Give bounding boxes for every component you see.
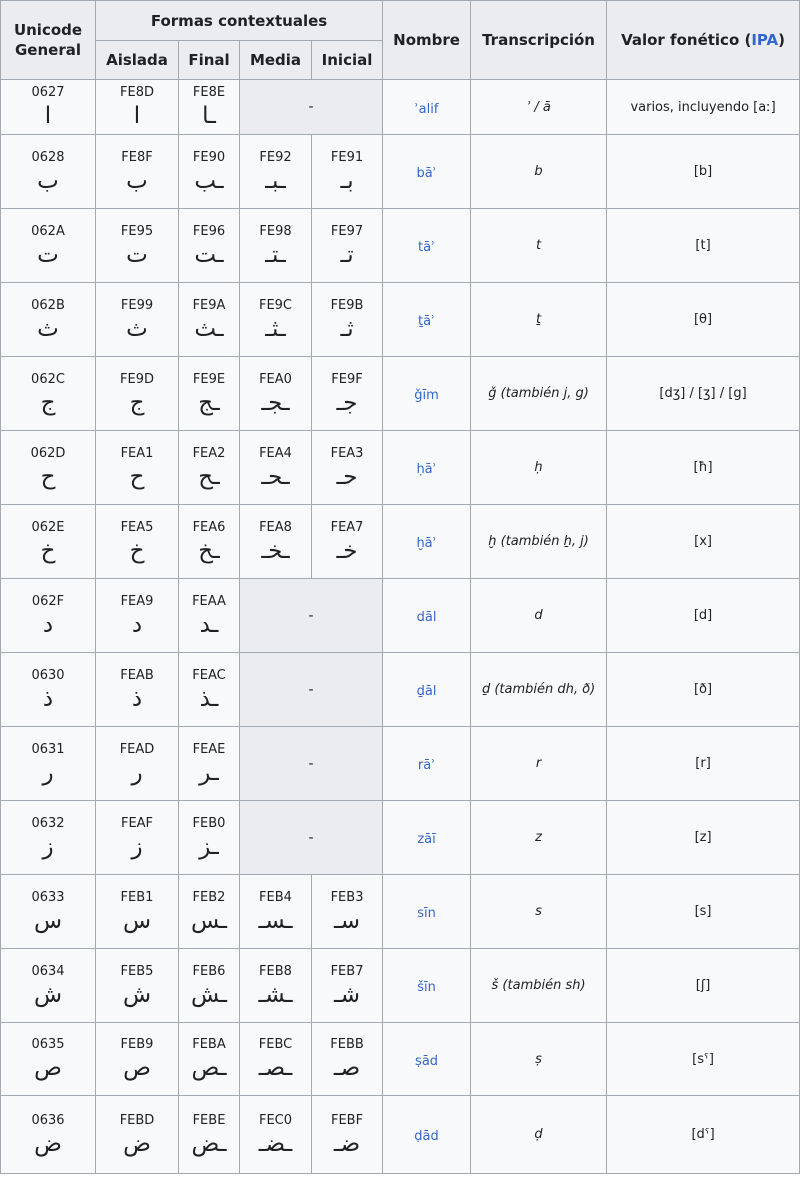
final-glyph: ـج	[198, 389, 220, 416]
letter-name-link[interactable]: ʾalif	[414, 101, 439, 117]
isolated-form-cell	[96, 727, 179, 801]
unicode-code: 0630	[31, 667, 65, 683]
medial-form-cell	[240, 135, 312, 209]
ipa-value-cell: [s]	[607, 875, 800, 949]
unicode-cell	[1, 135, 96, 209]
header-final: Final	[179, 41, 240, 80]
final-form-cell	[179, 653, 240, 727]
initial-code: FEB3	[330, 889, 364, 905]
final-form-cell	[179, 505, 240, 579]
isolated-form-cell	[96, 209, 179, 283]
final-code: FEBA	[192, 1037, 226, 1052]
initial-form-cell	[312, 209, 383, 283]
unicode-code: 0631	[31, 741, 65, 757]
ipa-value-cell: [r]	[607, 727, 800, 801]
letter-glyph: ا	[44, 103, 52, 129]
letter-glyph: ب	[37, 167, 59, 194]
final-code: FE8E	[192, 85, 226, 100]
transliteration-cell: š (también sh)	[471, 949, 607, 1023]
medial-code: FEA0	[259, 371, 292, 387]
medial-glyph: ـجـ	[261, 389, 290, 416]
header-valor-prefix: Valor fonético (	[621, 31, 752, 49]
transliteration-cell: ṣ	[471, 1023, 607, 1096]
final-code: FEB6	[192, 963, 226, 979]
letter-glyph: ش	[33, 981, 63, 1008]
initial-glyph: ثـ	[340, 315, 354, 342]
transliteration-cell: ḥ	[471, 431, 607, 505]
ipa-value-cell: [ð]	[607, 653, 800, 727]
medial-form-cell	[240, 431, 312, 505]
final-code: FEB2	[192, 889, 226, 905]
isolated-glyph: ش	[122, 981, 152, 1008]
final-code: FE90	[192, 149, 226, 165]
letter-glyph: ص	[34, 1055, 62, 1081]
isolated-glyph: ض	[123, 1130, 151, 1157]
initial-form-cell	[312, 875, 383, 949]
final-code: FE96	[192, 223, 226, 239]
letter-glyph: ز	[42, 833, 54, 860]
isolated-code: FEA1	[120, 445, 154, 461]
initial-glyph: بـ	[340, 167, 354, 194]
unicode-code: 062C	[31, 371, 65, 387]
header-nombre: Nombre	[383, 1, 471, 80]
unicode-cell	[1, 653, 96, 727]
isolated-form-cell	[96, 653, 179, 727]
final-code: FEBE	[192, 1112, 226, 1128]
table-row	[1, 1023, 800, 1096]
table-row	[1, 505, 800, 579]
table-row	[1, 801, 800, 875]
final-glyph: ـت	[194, 241, 224, 268]
unicode-code: 062D	[30, 445, 66, 461]
medial-code: FEA4	[259, 445, 292, 461]
unicode-code: 0636	[31, 1112, 65, 1128]
unicode-code: 062F	[31, 593, 65, 609]
medial-glyph: ـضـ	[258, 1130, 293, 1157]
final-code: FE9A	[192, 297, 226, 313]
initial-form-cell	[312, 505, 383, 579]
initial-code: FEA7	[330, 519, 364, 535]
transliteration-cell: r	[471, 727, 607, 801]
letter-glyph: ث	[37, 315, 59, 342]
unicode-cell	[1, 875, 96, 949]
letter-name-link[interactable]: rāʾ	[417, 758, 436, 773]
letter-glyph: ج	[40, 389, 56, 416]
final-form-cell	[179, 431, 240, 505]
letter-name-cell	[383, 135, 471, 209]
letter-glyph: خ	[40, 537, 56, 564]
final-glyph: ـس	[190, 907, 228, 934]
isolated-glyph: ص	[123, 1055, 151, 1081]
header-media: Media	[240, 41, 312, 80]
table-row	[1, 431, 800, 505]
unicode-cell	[1, 1023, 96, 1096]
letter-name-link[interactable]: ḍād	[414, 1129, 439, 1144]
letter-name-cell	[383, 579, 471, 653]
letter-name-cell	[383, 431, 471, 505]
final-code: FEAC	[192, 667, 226, 683]
final-form-cell	[179, 579, 240, 653]
letter-name-cell	[383, 1096, 471, 1174]
medial-code: FEBC	[258, 1037, 293, 1052]
unicode-code: 0633	[31, 889, 65, 905]
medial-glyph: ـحـ	[261, 463, 290, 490]
transliteration-cell: ṯ	[471, 283, 607, 357]
transliteration-cell: ǧ (también j, g)	[471, 357, 607, 431]
isolated-code: FE99	[120, 297, 154, 313]
isolated-glyph: س	[122, 907, 152, 934]
initial-code: FE91	[330, 149, 364, 165]
medial-form-cell	[240, 283, 312, 357]
final-form-cell	[179, 875, 240, 949]
initial-glyph: تـ	[340, 241, 354, 268]
initial-form-cell	[312, 135, 383, 209]
ipa-value-cell: [ʃ]	[607, 949, 800, 1023]
final-glyph: ـخ	[198, 537, 220, 564]
letter-name-link[interactable]: tāʾ	[418, 240, 436, 255]
letter-name-cell	[383, 801, 471, 875]
initial-form-cell	[312, 357, 383, 431]
unicode-code: 062A	[31, 223, 65, 239]
ipa-value-cell: [sˤ]	[607, 1023, 800, 1096]
medial-form-cell	[240, 1023, 312, 1096]
no-connecting-forms: -	[240, 727, 383, 801]
initial-glyph: سـ	[334, 907, 361, 934]
final-code: FEAE	[192, 741, 226, 757]
isolated-glyph: ج	[129, 389, 145, 416]
final-form-cell	[179, 949, 240, 1023]
unicode-cell	[1, 579, 96, 653]
isolated-form-cell	[96, 949, 179, 1023]
medial-glyph: ـبـ	[265, 167, 286, 194]
unicode-code: 062E	[31, 519, 65, 535]
medial-glyph: ـصـ	[258, 1055, 293, 1081]
unicode-code: 0628	[31, 149, 65, 165]
final-code: FE9E	[192, 371, 226, 387]
header-valor-fonetico	[607, 1, 800, 80]
medial-glyph: ـشـ	[258, 981, 293, 1008]
medial-glyph: ـتـ	[265, 241, 286, 268]
medial-code: FE98	[259, 223, 292, 239]
initial-code: FEBF	[330, 1112, 364, 1128]
transliteration-cell: ḏ (también dh, ð)	[471, 653, 607, 727]
no-connecting-forms: -	[240, 653, 383, 727]
table-row	[1, 653, 800, 727]
initial-code: FE9B	[330, 297, 364, 313]
final-code: FEB0	[192, 815, 226, 831]
isolated-code: FEAD	[119, 741, 155, 757]
letter-name-link[interactable]: šīn	[417, 980, 436, 995]
letter-name-link[interactable]: dāl	[416, 610, 437, 625]
final-code: FEA2	[192, 445, 226, 461]
header-aislada: Aislada	[96, 41, 179, 80]
table-row	[1, 579, 800, 653]
isolated-form-cell	[96, 505, 179, 579]
isolated-glyph: ر	[131, 759, 143, 786]
isolated-form-cell	[96, 1023, 179, 1096]
initial-glyph: حـ	[336, 463, 358, 490]
unicode-code: 0634	[31, 963, 65, 979]
letter-name-link[interactable]: zāī	[417, 832, 436, 847]
final-form-cell	[179, 801, 240, 875]
unicode-cell	[1, 80, 96, 135]
isolated-code: FEA9	[120, 593, 154, 609]
initial-glyph: جـ	[336, 389, 358, 416]
final-form-cell	[179, 357, 240, 431]
letter-glyph: ض	[34, 1130, 62, 1157]
transliteration-cell: s	[471, 875, 607, 949]
isolated-glyph: ث	[126, 315, 148, 342]
initial-glyph: ضـ	[333, 1130, 361, 1157]
medial-glyph: ـثـ	[265, 315, 286, 342]
final-glyph: ـح	[198, 463, 220, 490]
ipa-value-cell: [b]	[607, 135, 800, 209]
medial-glyph: ـخـ	[261, 537, 290, 564]
isolated-glyph: ح	[129, 463, 145, 490]
table-row	[1, 357, 800, 431]
isolated-code: FE8D	[120, 85, 154, 100]
letter-name-link[interactable]: ǧīm	[414, 388, 439, 403]
transliteration-cell: ʾ / ā	[471, 80, 607, 135]
final-glyph: ـش	[190, 981, 228, 1008]
final-form-cell	[179, 1023, 240, 1096]
final-code: FEA6	[192, 519, 226, 535]
final-glyph: ـض	[191, 1130, 227, 1157]
ipa-link[interactable]: IPA	[751, 31, 779, 49]
final-glyph: ـر	[199, 759, 219, 786]
letter-name-link[interactable]: sīn	[417, 906, 436, 921]
initial-form-cell	[312, 1096, 383, 1174]
table-row	[1, 875, 800, 949]
final-glyph: ـب	[194, 167, 224, 194]
medial-form-cell	[240, 209, 312, 283]
header-transcripcion: Transcripción	[471, 1, 607, 80]
table-row	[1, 949, 800, 1023]
ipa-value-cell: [d]	[607, 579, 800, 653]
isolated-code: FEB9	[120, 1037, 154, 1052]
isolated-glyph: خ	[129, 537, 145, 564]
letter-name-link[interactable]: ṣād	[415, 1053, 439, 1069]
letter-name-cell	[383, 505, 471, 579]
final-glyph: ـز	[199, 833, 219, 860]
initial-code: FEA3	[330, 445, 364, 461]
ipa-value-cell: [x]	[607, 505, 800, 579]
initial-code: FE9F	[331, 371, 363, 387]
letter-glyph: ذ	[42, 685, 54, 712]
letter-name-cell	[383, 209, 471, 283]
no-connecting-forms: -	[240, 80, 383, 135]
unicode-cell	[1, 357, 96, 431]
medial-form-cell	[240, 357, 312, 431]
unicode-code: 0635	[31, 1037, 65, 1052]
isolated-code: FEAB	[120, 667, 154, 683]
initial-glyph: شـ	[334, 981, 361, 1008]
letter-name-cell	[383, 80, 471, 135]
initial-form-cell	[312, 1023, 383, 1096]
letter-name-link[interactable]: ḫāʾ	[416, 536, 437, 551]
medial-form-cell	[240, 505, 312, 579]
isolated-glyph: ذ	[131, 685, 143, 712]
ipa-value-cell: [t]	[607, 209, 800, 283]
header-formas-contextuales: Formas contextuales	[96, 1, 383, 41]
isolated-glyph: ت	[126, 241, 148, 268]
table-row	[1, 80, 800, 135]
final-glyph: ـث	[194, 315, 224, 342]
table-row	[1, 209, 800, 283]
ipa-value-cell: [dʒ] / [ʒ] / [g]	[607, 357, 800, 431]
ipa-value-cell: [z]	[607, 801, 800, 875]
medial-glyph: ـسـ	[258, 907, 293, 934]
initial-code: FE97	[330, 223, 364, 239]
medial-code: FEC0	[258, 1112, 293, 1128]
letter-name-cell	[383, 875, 471, 949]
isolated-code: FEB1	[120, 889, 154, 905]
initial-code: FEBB	[330, 1037, 364, 1052]
ipa-value-cell: [θ]	[607, 283, 800, 357]
unicode-code: 0627	[31, 85, 65, 100]
header-inicial: Inicial	[312, 41, 383, 80]
letter-name-cell	[383, 653, 471, 727]
isolated-form-cell	[96, 579, 179, 653]
initial-form-cell	[312, 949, 383, 1023]
transliteration-cell: ḫ (también ẖ, j)	[471, 505, 607, 579]
isolated-form-cell	[96, 80, 179, 135]
medial-code: FEB4	[259, 889, 292, 905]
final-form-cell	[179, 283, 240, 357]
isolated-form-cell	[96, 283, 179, 357]
isolated-form-cell	[96, 135, 179, 209]
letter-name-link[interactable]: ḏāl	[416, 684, 437, 699]
medial-code: FE92	[259, 149, 292, 165]
isolated-form-cell	[96, 875, 179, 949]
initial-form-cell	[312, 283, 383, 357]
unicode-cell	[1, 505, 96, 579]
medial-code: FEB8	[259, 963, 292, 979]
final-form-cell	[179, 209, 240, 283]
isolated-form-cell	[96, 357, 179, 431]
letter-glyph: د	[42, 611, 54, 638]
letter-name-cell	[383, 949, 471, 1023]
final-form-cell	[179, 727, 240, 801]
transliteration-cell: t	[471, 209, 607, 283]
letter-name-cell	[383, 283, 471, 357]
initial-glyph: خـ	[336, 537, 358, 564]
unicode-code: 0632	[31, 815, 65, 831]
isolated-code: FE8F	[121, 149, 153, 165]
isolated-glyph: د	[131, 611, 143, 638]
unicode-cell	[1, 1096, 96, 1174]
isolated-form-cell	[96, 431, 179, 505]
ipa-value-cell: [dˤ]	[607, 1096, 800, 1174]
letter-glyph: ر	[42, 759, 54, 786]
final-glyph: ـص	[191, 1055, 227, 1081]
letter-glyph: ت	[37, 241, 59, 268]
isolated-form-cell	[96, 801, 179, 875]
final-glyph: ـذ	[199, 685, 219, 712]
transliteration-cell: b	[471, 135, 607, 209]
final-form-cell	[179, 135, 240, 209]
isolated-code: FEA5	[120, 519, 154, 535]
table-row	[1, 135, 800, 209]
transliteration-cell: ḍ	[471, 1096, 607, 1174]
unicode-cell	[1, 431, 96, 505]
header-valor-suffix: )	[778, 31, 785, 49]
medial-form-cell	[240, 949, 312, 1023]
final-form-cell	[179, 1096, 240, 1174]
isolated-glyph: ز	[131, 833, 143, 860]
ipa-value-cell: [ħ]	[607, 431, 800, 505]
unicode-cell	[1, 949, 96, 1023]
ipa-value-cell: varios, incluyendo [aː]	[607, 80, 800, 135]
letter-name-cell	[383, 1023, 471, 1096]
unicode-code: 062B	[31, 297, 65, 313]
initial-glyph: صـ	[333, 1055, 361, 1081]
isolated-code: FEBD	[119, 1112, 155, 1128]
medial-form-cell	[240, 875, 312, 949]
final-glyph: ـد	[199, 611, 219, 638]
transliteration-cell: d	[471, 579, 607, 653]
letter-name-cell	[383, 727, 471, 801]
final-glyph: ـا	[202, 103, 216, 129]
isolated-form-cell	[96, 1096, 179, 1174]
no-connecting-forms: -	[240, 801, 383, 875]
final-code: FEAA	[192, 593, 226, 609]
unicode-cell	[1, 801, 96, 875]
no-connecting-forms: -	[240, 579, 383, 653]
letter-name-link[interactable]: ṯāʾ	[418, 314, 436, 329]
isolated-code: FEB5	[120, 963, 154, 979]
isolated-glyph: ا	[133, 103, 141, 129]
table-row	[1, 727, 800, 801]
medial-code: FEA8	[259, 519, 292, 535]
isolated-code: FE9D	[120, 371, 154, 387]
final-form-cell	[179, 80, 240, 135]
letter-glyph: س	[33, 907, 63, 934]
letter-name-link[interactable]: ḥāʾ	[416, 462, 437, 477]
letter-name-link[interactable]: bāʾ	[416, 166, 437, 181]
isolated-code: FEAF	[120, 815, 154, 831]
unicode-cell	[1, 727, 96, 801]
unicode-cell	[1, 209, 96, 283]
medial-code: FE9C	[258, 297, 293, 313]
isolated-code: FE95	[120, 223, 154, 239]
table-row	[1, 1096, 800, 1174]
table-row	[1, 283, 800, 357]
transliteration-cell: z	[471, 801, 607, 875]
initial-code: FEB7	[330, 963, 364, 979]
letter-name-cell	[383, 357, 471, 431]
isolated-glyph: ب	[126, 167, 148, 194]
unicode-cell	[1, 283, 96, 357]
letter-glyph: ح	[40, 463, 56, 490]
medial-form-cell	[240, 1096, 312, 1174]
header-unicode: Unicode General	[1, 1, 96, 80]
initial-form-cell	[312, 431, 383, 505]
